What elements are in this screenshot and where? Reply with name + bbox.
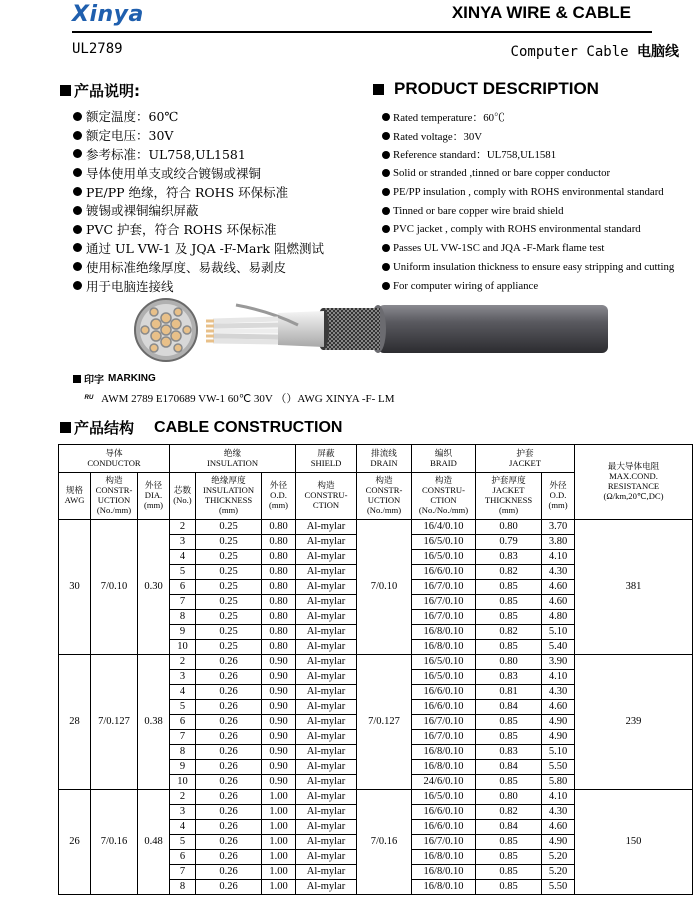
cell-cores: 8 bbox=[170, 745, 196, 760]
th-shield-construction: 构造 CONSTRU- CTION bbox=[296, 473, 357, 520]
cell-ins-od: 0.90 bbox=[262, 730, 296, 745]
feature-text: PE/PP insulation , comply with ROHS environmental standard bbox=[393, 186, 664, 199]
cell-ins-thickness: 0.26 bbox=[196, 880, 262, 895]
cell-ins-od: 1.00 bbox=[262, 835, 296, 850]
feature-item bbox=[382, 201, 674, 220]
insulated-cores bbox=[206, 319, 278, 342]
cable-jacket bbox=[378, 305, 608, 353]
cell-jacket-od: 4.90 bbox=[542, 730, 575, 745]
feature-item bbox=[382, 164, 674, 183]
product-type-en: Computer Cable bbox=[510, 44, 629, 60]
cell-resistance: 239 bbox=[575, 655, 693, 790]
cell-ins-thickness: 0.26 bbox=[196, 715, 262, 730]
feature-item bbox=[382, 239, 674, 258]
cell-ins-thickness: 0.25 bbox=[196, 625, 262, 640]
cell-jacket-thickness: 0.82 bbox=[476, 805, 542, 820]
cell-jacket-od: 3.80 bbox=[542, 535, 575, 550]
cell-ins-od: 0.90 bbox=[262, 715, 296, 730]
model-number: UL2789 bbox=[72, 41, 123, 57]
feature-item bbox=[73, 239, 324, 258]
cell-cores: 2 bbox=[170, 655, 196, 670]
feature-item bbox=[73, 182, 324, 201]
cell-ins-thickness: 0.26 bbox=[196, 730, 262, 745]
cell-jacket-od: 5.20 bbox=[542, 865, 575, 880]
cell-jacket-thickness: 0.85 bbox=[476, 850, 542, 865]
cell-shield: Al-mylar bbox=[296, 850, 357, 865]
cell-ins-od: 0.90 bbox=[262, 700, 296, 715]
th-constr: 构造 CONSTR- UCTION (No./mm) bbox=[91, 473, 138, 520]
cell-jacket-od: 5.50 bbox=[542, 760, 575, 775]
cell-ins-thickness: 0.26 bbox=[196, 850, 262, 865]
cable-construction-table bbox=[58, 444, 693, 895]
cell-jacket-od: 5.10 bbox=[542, 625, 575, 640]
cell-ins-od: 1.00 bbox=[262, 805, 296, 820]
product-type bbox=[511, 41, 679, 61]
cell-jacket-od: 5.10 bbox=[542, 745, 575, 760]
cell-braid: 16/4/0.10 bbox=[412, 520, 476, 535]
cell-shield: Al-mylar bbox=[296, 865, 357, 880]
cell-ins-thickness: 0.25 bbox=[196, 610, 262, 625]
cell-braid: 16/5/0.10 bbox=[412, 790, 476, 805]
bullet-dot-icon bbox=[382, 225, 390, 233]
feature-text: Tinned or bare copper wire braid shield bbox=[393, 204, 564, 217]
cell-cores: 3 bbox=[170, 670, 196, 685]
marking-text: AWM 2789 E170689 VW-1 60℃ 30V （）AWG XINYA -F- LM bbox=[101, 393, 395, 405]
feature-text: 额定温度：60℃ bbox=[86, 109, 179, 125]
cell-ins-od: 0.90 bbox=[262, 685, 296, 700]
cell-jacket-thickness: 0.80 bbox=[476, 520, 542, 535]
th-awg: 规格 AWG bbox=[59, 473, 91, 520]
feature-text: For computer wiring of appliance bbox=[393, 279, 539, 292]
table-row bbox=[59, 655, 693, 670]
bullet-dot-icon bbox=[382, 263, 390, 271]
cell-shield: Al-mylar bbox=[296, 805, 357, 820]
bullet-dot-icon bbox=[382, 169, 390, 177]
feature-text: Solid or stranded ,tinned or bare copper conductor bbox=[393, 167, 611, 180]
th-drain-construction: 构造 CONSTR- UCTION (No./mm) bbox=[357, 473, 412, 520]
feature-text: Reference standard：UL758,UL1581 bbox=[393, 149, 557, 162]
bullet-dot-icon bbox=[382, 188, 390, 196]
cell-braid: 16/7/0.10 bbox=[412, 580, 476, 595]
cell-braid: 16/8/0.10 bbox=[412, 640, 476, 655]
feature-text: 使用标准绝缘厚度、易裁线、易剥皮 bbox=[86, 259, 287, 275]
cell-cores: 5 bbox=[170, 700, 196, 715]
feature-item bbox=[382, 145, 674, 164]
feature-item bbox=[382, 220, 674, 239]
cell-ins-od: 0.80 bbox=[262, 610, 296, 625]
bullet-dot-icon bbox=[73, 243, 82, 252]
cell-cores: 2 bbox=[170, 790, 196, 805]
cable-cross-section bbox=[135, 299, 197, 361]
cell-jacket-od: 4.60 bbox=[542, 700, 575, 715]
brand-name: XINYA WIRE & CABLE bbox=[451, 3, 631, 22]
cell-ins-od: 0.80 bbox=[262, 565, 296, 580]
cell-shield: Al-mylar bbox=[296, 580, 357, 595]
feature-item bbox=[382, 276, 674, 295]
bullet-dot-icon bbox=[382, 244, 390, 252]
th-jacket-od: 外径 O.D. (mm) bbox=[542, 473, 575, 520]
cell-jacket-thickness: 0.84 bbox=[476, 760, 542, 775]
cell-braid: 16/7/0.10 bbox=[412, 610, 476, 625]
cell-cores: 8 bbox=[170, 610, 196, 625]
cell-ins-od: 0.80 bbox=[262, 520, 296, 535]
cell-ins-thickness: 0.25 bbox=[196, 595, 262, 610]
cell-shield: Al-mylar bbox=[296, 640, 357, 655]
th-cores: 芯数 (No.) bbox=[170, 473, 196, 520]
cell-shield: Al-mylar bbox=[296, 550, 357, 565]
cell-cores: 6 bbox=[170, 580, 196, 595]
feature-text: PVC jacket , comply with ROHS environmental standard bbox=[393, 223, 641, 236]
product-type-cn: 电脑线 bbox=[637, 44, 679, 60]
cell-cores: 4 bbox=[170, 820, 196, 835]
cell-jacket-thickness: 0.85 bbox=[476, 580, 542, 595]
cell-conductor-dia: 0.38 bbox=[138, 655, 170, 790]
cell-shield: Al-mylar bbox=[296, 835, 357, 850]
cell-jacket-od: 4.80 bbox=[542, 610, 575, 625]
cell-conductor-construction: 7/0.10 bbox=[91, 520, 138, 655]
feature-item bbox=[382, 127, 674, 146]
cell-ins-od: 0.90 bbox=[262, 745, 296, 760]
cell-ins-thickness: 0.25 bbox=[196, 550, 262, 565]
cell-ins-thickness: 0.26 bbox=[196, 655, 262, 670]
square-bullet-icon bbox=[60, 422, 71, 433]
header-divider bbox=[72, 31, 652, 33]
cell-shield: Al-mylar bbox=[296, 715, 357, 730]
marking-line bbox=[84, 390, 395, 406]
cell-jacket-od: 4.30 bbox=[542, 805, 575, 820]
cable-illustration bbox=[128, 295, 613, 365]
cell-cores: 2 bbox=[170, 520, 196, 535]
bullet-dot-icon bbox=[73, 281, 82, 290]
cell-cores: 9 bbox=[170, 625, 196, 640]
cell-jacket-od: 5.80 bbox=[542, 775, 575, 790]
cell-resistance: 150 bbox=[575, 790, 693, 895]
cell-jacket-od: 3.70 bbox=[542, 520, 575, 535]
cell-cores: 3 bbox=[170, 805, 196, 820]
cell-jacket-thickness: 0.79 bbox=[476, 535, 542, 550]
cell-cores: 7 bbox=[170, 865, 196, 880]
feature-item bbox=[73, 126, 324, 145]
cell-ins-od: 0.80 bbox=[262, 550, 296, 565]
cell-ins-od: 0.80 bbox=[262, 625, 296, 640]
braid-shield bbox=[323, 308, 380, 350]
cell-jacket-thickness: 0.85 bbox=[476, 595, 542, 610]
cell-shield: Al-mylar bbox=[296, 655, 357, 670]
cell-ins-od: 1.00 bbox=[262, 865, 296, 880]
bullet-dot-icon bbox=[73, 168, 82, 177]
bullet-dot-icon bbox=[73, 112, 82, 121]
feature-text: PE/PP 绝缘，符合 ROHS 环保标准 bbox=[86, 184, 289, 200]
cell-jacket-od: 5.50 bbox=[542, 880, 575, 895]
cell-shield: Al-mylar bbox=[296, 535, 357, 550]
cell-cores: 3 bbox=[170, 535, 196, 550]
th-resistance: 最大导体电阻 MAX.COND. RESISTANCE (Ω/km,20℃,DC) bbox=[575, 445, 693, 520]
cell-shield: Al-mylar bbox=[296, 625, 357, 640]
cell-ins-thickness: 0.26 bbox=[196, 670, 262, 685]
cell-shield: Al-mylar bbox=[296, 730, 357, 745]
feature-item bbox=[73, 276, 324, 295]
feature-text: 镀锡或裸铜编织屏蔽 bbox=[86, 203, 199, 219]
cell-resistance: 381 bbox=[575, 520, 693, 655]
square-bullet-icon bbox=[73, 375, 81, 383]
cell-jacket-od: 4.90 bbox=[542, 835, 575, 850]
cell-jacket-od: 4.30 bbox=[542, 565, 575, 580]
cell-jacket-od: 4.10 bbox=[542, 550, 575, 565]
cell-ins-od: 0.80 bbox=[262, 640, 296, 655]
cell-ins-thickness: 0.26 bbox=[196, 820, 262, 835]
table-row bbox=[59, 520, 693, 535]
cell-shield: Al-mylar bbox=[296, 880, 357, 895]
cell-conductor-construction: 7/0.127 bbox=[91, 655, 138, 790]
cell-ins-od: 0.80 bbox=[262, 535, 296, 550]
bullet-dot-icon bbox=[73, 206, 82, 215]
cell-jacket-thickness: 0.85 bbox=[476, 880, 542, 895]
ul-recognized-icon: ᴿᵁ bbox=[84, 393, 94, 403]
cell-ins-thickness: 0.26 bbox=[196, 865, 262, 880]
desc-en-title: PRODUCT DESCRIPTION bbox=[373, 79, 599, 99]
cell-ins-thickness: 0.26 bbox=[196, 805, 262, 820]
cell-jacket-thickness: 0.83 bbox=[476, 670, 542, 685]
cell-ins-thickness: 0.26 bbox=[196, 835, 262, 850]
th-braid-construction: 构造 CONSTRU- CTION (No./No./mm) bbox=[412, 473, 476, 520]
feature-item bbox=[73, 163, 324, 182]
cell-ins-thickness: 0.26 bbox=[196, 760, 262, 775]
desc-cn-list bbox=[73, 107, 324, 295]
cell-cores: 4 bbox=[170, 685, 196, 700]
desc-en-list bbox=[382, 108, 674, 295]
cell-shield: Al-mylar bbox=[296, 760, 357, 775]
cell-jacket-thickness: 0.81 bbox=[476, 685, 542, 700]
cell-jacket-thickness: 0.85 bbox=[476, 730, 542, 745]
feature-text: Rated voltage：30V bbox=[393, 130, 483, 143]
cell-ins-thickness: 0.25 bbox=[196, 520, 262, 535]
cell-cores: 5 bbox=[170, 835, 196, 850]
cell-braid: 16/8/0.10 bbox=[412, 760, 476, 775]
feature-text: 参考标准：UL758,UL1581 bbox=[86, 146, 246, 162]
cell-jacket-od: 4.90 bbox=[542, 715, 575, 730]
cell-drain: 7/0.16 bbox=[357, 790, 412, 895]
feature-text: 用于电脑连接线 bbox=[86, 278, 174, 294]
cell-conductor-dia: 0.48 bbox=[138, 790, 170, 895]
cell-braid: 16/6/0.10 bbox=[412, 820, 476, 835]
cell-braid: 16/7/0.10 bbox=[412, 595, 476, 610]
desc-cn-title: 产品说明: bbox=[60, 80, 140, 101]
cell-ins-od: 0.80 bbox=[262, 580, 296, 595]
cell-braid: 16/8/0.10 bbox=[412, 865, 476, 880]
feature-text: Rated temperature：60℃ bbox=[393, 111, 505, 124]
bullet-dot-icon bbox=[73, 131, 82, 140]
feature-item bbox=[73, 257, 324, 276]
cell-braid: 16/8/0.10 bbox=[412, 745, 476, 760]
cell-jacket-thickness: 0.80 bbox=[476, 790, 542, 805]
cell-ins-od: 1.00 bbox=[262, 850, 296, 865]
cell-jacket-od: 4.60 bbox=[542, 580, 575, 595]
cell-jacket-thickness: 0.85 bbox=[476, 715, 542, 730]
feature-item bbox=[382, 258, 674, 277]
cell-shield: Al-mylar bbox=[296, 565, 357, 580]
cell-braid: 16/6/0.10 bbox=[412, 685, 476, 700]
feature-item bbox=[73, 201, 324, 220]
cell-ins-thickness: 0.26 bbox=[196, 790, 262, 805]
cell-jacket-od: 4.60 bbox=[542, 595, 575, 610]
cell-jacket-od: 4.30 bbox=[542, 685, 575, 700]
cell-braid: 16/8/0.10 bbox=[412, 625, 476, 640]
cell-jacket-thickness: 0.84 bbox=[476, 820, 542, 835]
bullet-dot-icon bbox=[382, 207, 390, 215]
square-bullet-icon bbox=[373, 84, 384, 95]
cell-cores: 7 bbox=[170, 595, 196, 610]
cell-cores: 9 bbox=[170, 760, 196, 775]
cell-awg: 30 bbox=[59, 520, 91, 655]
construction-title: 产品结构 CABLE CONSTRUCTION bbox=[60, 417, 342, 438]
marking-title: 印字 MARKING bbox=[73, 371, 156, 386]
cell-braid: 16/5/0.10 bbox=[412, 550, 476, 565]
feature-item bbox=[73, 107, 324, 126]
cell-ins-od: 0.80 bbox=[262, 595, 296, 610]
cell-conductor-construction: 7/0.16 bbox=[91, 790, 138, 895]
cell-ins-thickness: 0.26 bbox=[196, 745, 262, 760]
cell-shield: Al-mylar bbox=[296, 610, 357, 625]
feature-text: Passes UL VW-1SC and JQA -F-Mark flame test bbox=[393, 242, 605, 255]
cell-braid: 16/5/0.10 bbox=[412, 670, 476, 685]
cell-braid: 16/6/0.10 bbox=[412, 805, 476, 820]
cell-shield: Al-mylar bbox=[296, 595, 357, 610]
th-drain: 排流线 DRAIN bbox=[357, 445, 412, 473]
cell-ins-thickness: 0.25 bbox=[196, 565, 262, 580]
cell-ins-thickness: 0.26 bbox=[196, 700, 262, 715]
table-row bbox=[59, 790, 693, 805]
th-conductor: 导体 CONDUCTOR bbox=[59, 445, 170, 473]
cell-jacket-od: 5.40 bbox=[542, 640, 575, 655]
cell-jacket-od: 5.20 bbox=[542, 850, 575, 865]
th-ins-od: 外径 O.D. (mm) bbox=[262, 473, 296, 520]
bullet-dot-icon bbox=[73, 149, 82, 158]
feature-text: 额定电压：30V bbox=[86, 128, 174, 144]
cell-cores: 10 bbox=[170, 775, 196, 790]
cell-ins-thickness: 0.25 bbox=[196, 640, 262, 655]
foil-shield bbox=[278, 311, 324, 347]
cell-braid: 16/6/0.10 bbox=[412, 565, 476, 580]
cell-shield: Al-mylar bbox=[296, 775, 357, 790]
cell-ins-thickness: 0.26 bbox=[196, 685, 262, 700]
feature-text: 导体使用单支或绞合镀锡或裸铜 bbox=[86, 165, 262, 181]
cell-jacket-thickness: 0.85 bbox=[476, 640, 542, 655]
cell-jacket-thickness: 0.80 bbox=[476, 655, 542, 670]
cell-jacket-od: 3.90 bbox=[542, 655, 575, 670]
cell-jacket-od: 4.10 bbox=[542, 790, 575, 805]
feature-item bbox=[382, 108, 674, 127]
th-braid: 编织 BRAID bbox=[412, 445, 476, 473]
cell-jacket-thickness: 0.85 bbox=[476, 865, 542, 880]
cell-jacket-thickness: 0.85 bbox=[476, 610, 542, 625]
feature-text: 通过 UL VW-1 及 JQA -F-Mark 阻燃测试 bbox=[86, 240, 324, 256]
cell-braid: 16/7/0.10 bbox=[412, 835, 476, 850]
bullet-dot-icon bbox=[382, 132, 390, 140]
cell-shield: Al-mylar bbox=[296, 820, 357, 835]
th-insulation: 绝缘 INSULATION bbox=[170, 445, 296, 473]
table-body bbox=[59, 520, 693, 895]
cell-drain: 7/0.10 bbox=[357, 520, 412, 655]
th-dia: 外径 DIA. (mm) bbox=[138, 473, 170, 520]
cell-ins-od: 1.00 bbox=[262, 820, 296, 835]
cell-shield: Al-mylar bbox=[296, 685, 357, 700]
cell-braid: 24/6/0.10 bbox=[412, 775, 476, 790]
feature-text: Uniform insulation thickness to ensure easy stripping and cutting bbox=[393, 260, 675, 273]
cell-ins-od: 1.00 bbox=[262, 880, 296, 895]
bullet-dot-icon bbox=[382, 113, 390, 121]
cell-jacket-od: 4.60 bbox=[542, 820, 575, 835]
cell-shield: Al-mylar bbox=[296, 670, 357, 685]
cell-braid: 16/6/0.10 bbox=[412, 700, 476, 715]
cell-jacket-thickness: 0.85 bbox=[476, 835, 542, 850]
bullet-dot-icon bbox=[382, 282, 390, 290]
cell-jacket-thickness: 0.85 bbox=[476, 775, 542, 790]
cell-cores: 7 bbox=[170, 730, 196, 745]
cell-ins-thickness: 0.25 bbox=[196, 535, 262, 550]
square-bullet-icon bbox=[60, 85, 71, 96]
cell-cores: 6 bbox=[170, 850, 196, 865]
cell-jacket-thickness: 0.84 bbox=[476, 700, 542, 715]
cell-braid: 16/5/0.10 bbox=[412, 535, 476, 550]
cell-cores: 10 bbox=[170, 640, 196, 655]
cell-braid: 16/8/0.10 bbox=[412, 850, 476, 865]
cell-awg: 28 bbox=[59, 655, 91, 790]
cell-shield: Al-mylar bbox=[296, 520, 357, 535]
th-shield: 屏蔽 SHIELD bbox=[296, 445, 357, 473]
cell-cores: 4 bbox=[170, 550, 196, 565]
cell-cores: 8 bbox=[170, 880, 196, 895]
cell-ins-od: 0.90 bbox=[262, 760, 296, 775]
th-jacket: 护套 JACKET bbox=[476, 445, 575, 473]
cell-jacket-thickness: 0.83 bbox=[476, 745, 542, 760]
cell-braid: 16/7/0.10 bbox=[412, 730, 476, 745]
cell-ins-od: 0.90 bbox=[262, 775, 296, 790]
cell-ins-thickness: 0.25 bbox=[196, 580, 262, 595]
cell-jacket-od: 4.10 bbox=[542, 670, 575, 685]
bullet-dot-icon bbox=[73, 262, 82, 271]
th-jacket-thickness: 护套厚度 JACKET THICKNESS (mm) bbox=[476, 473, 542, 520]
cell-shield: Al-mylar bbox=[296, 745, 357, 760]
cell-shield: Al-mylar bbox=[296, 700, 357, 715]
cell-ins-od: 0.90 bbox=[262, 670, 296, 685]
cell-awg: 26 bbox=[59, 790, 91, 895]
cell-conductor-dia: 0.30 bbox=[138, 520, 170, 655]
cell-ins-od: 0.90 bbox=[262, 655, 296, 670]
cell-ins-od: 1.00 bbox=[262, 790, 296, 805]
cell-cores: 6 bbox=[170, 715, 196, 730]
cell-jacket-thickness: 0.82 bbox=[476, 625, 542, 640]
cell-jacket-thickness: 0.83 bbox=[476, 550, 542, 565]
bullet-dot-icon bbox=[382, 151, 390, 159]
cell-braid: 16/5/0.10 bbox=[412, 655, 476, 670]
cell-braid: 16/8/0.10 bbox=[412, 880, 476, 895]
cell-drain: 7/0.127 bbox=[357, 655, 412, 790]
feature-item bbox=[382, 183, 674, 202]
th-ins-thickness: 绝缘厚度 INSULATION THICKNESS (mm) bbox=[196, 473, 262, 520]
bullet-dot-icon bbox=[73, 187, 82, 196]
cell-braid: 16/7/0.10 bbox=[412, 715, 476, 730]
bullet-dot-icon bbox=[73, 225, 82, 234]
feature-item bbox=[73, 220, 324, 239]
feature-item bbox=[73, 145, 324, 164]
feature-text: PVC 护套，符合 ROHS 环保标准 bbox=[86, 222, 277, 238]
cell-ins-thickness: 0.26 bbox=[196, 775, 262, 790]
cell-shield: Al-mylar bbox=[296, 790, 357, 805]
cell-jacket-thickness: 0.82 bbox=[476, 565, 542, 580]
cell-cores: 5 bbox=[170, 565, 196, 580]
company-logo: Xinya bbox=[72, 2, 144, 27]
